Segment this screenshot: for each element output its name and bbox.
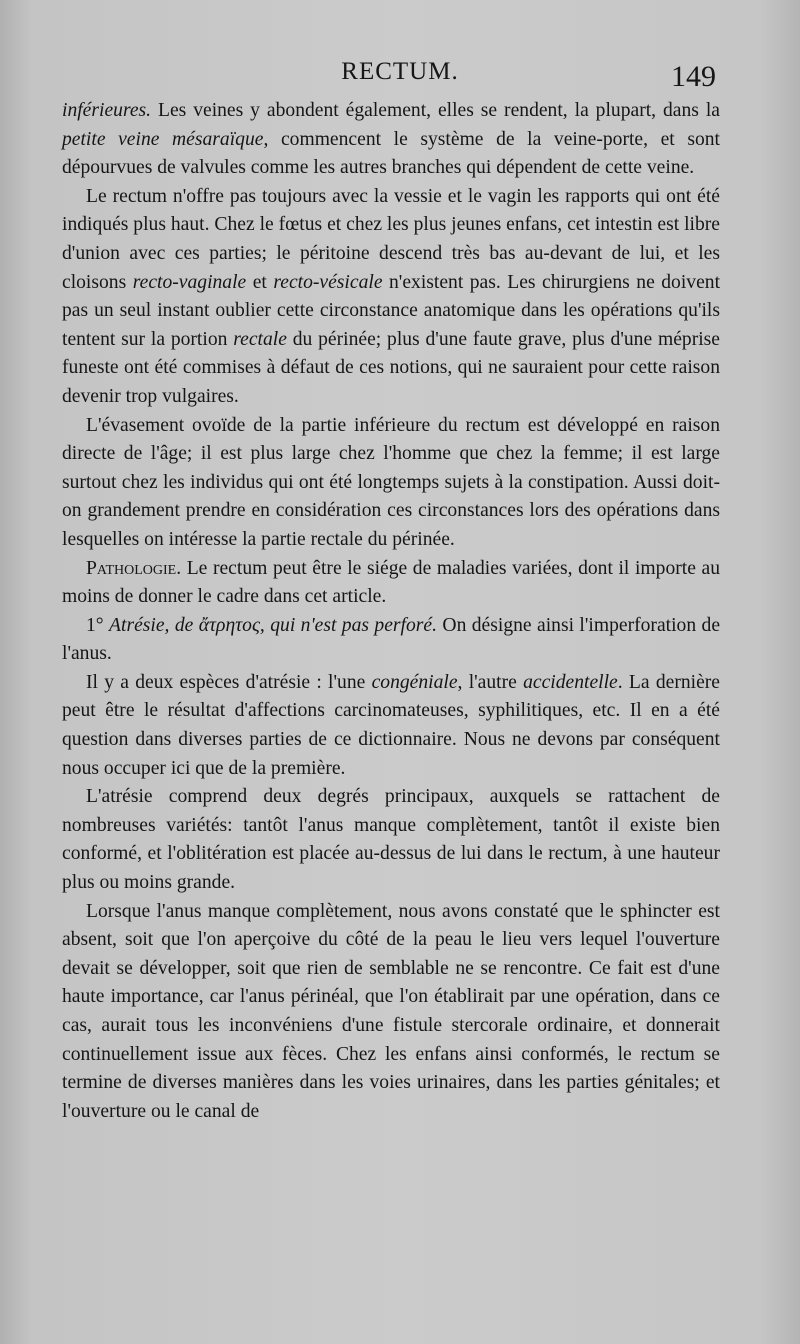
text-run: du périnée; plus d'une faute grave, plus d'une méprise funeste ont été commises à défaut de ces notions, qui ne sauraient pour cette raison devenir trop vulgaires. <box>62 328 720 407</box>
paragraph <box>62 898 720 1127</box>
text-run: , commencent le système de la veine-porte, et sont dépourvues de valvules comme les autres branches qui dépendent de cette veine. <box>62 128 720 179</box>
text-run: , l'autre <box>457 671 524 693</box>
body-text <box>62 97 720 1126</box>
italic-text: Atrésie, de ἄτρητος, qui n'est pas perforé. <box>109 614 438 636</box>
text-run: Il y a deux espèces d'atrésie : l'une <box>86 671 372 693</box>
text-run: . La dernière peut être le résultat d'affections carcinomateuses, syphilitiques, etc. Il en a été question dans diverses parties de ce dictionnaire. Nous ne devons par conséquent nous occuper ici que de la première. <box>62 671 720 779</box>
text-run: Le rectum peut être le siége de maladies variées, dont il importe au moins de donner le cadre dans cet article. <box>62 557 720 608</box>
text-run: L'atrésie comprend deux degrés principaux, auxquels se rattachent de nombreuses variétés: tantôt l'anus manque complètement, tantôt il existe bien conformé, et l'oblitération est placée au-dessus de lui dans le rectum, à une hauteur plus ou moins grande. <box>62 786 720 894</box>
running-head: RECTUM. <box>341 58 459 85</box>
text-run: 1° <box>86 614 110 636</box>
small-caps-heading: Pathologie. <box>86 557 182 579</box>
text-run: et <box>246 271 274 293</box>
paragraph <box>62 783 720 897</box>
text-run: n'existent pas. Les chirurgiens ne doivent pas un seul instant oublier cette circonstance anatomique dans les opérations qu'ils tentent sur la portion <box>62 271 721 350</box>
text-run: L'évasement ovoïde de la partie inférieure du rectum est développé en raison directe de l'âge; il est plus large chez l'homme que chez la femme; il est large surtout chez les individus qui ont été longtemps sujets à la constipation. Aussi doit-on grandement prendre en considération ces circonstances lors des opérations dans lesquelles on intéresse la partie rectale du périnée. <box>62 414 720 550</box>
paragraph <box>62 669 720 783</box>
italic-text: recto-vaginale <box>132 271 247 293</box>
text-run: Le rectum n'offre pas toujours avec la vessie et le vagin les rapports qui ont été indiqués plus haut. Chez le fœtus et chez les plus jeunes enfans, cet intestin est libre d'union avec ces parties; le péritoine descend très bas au-devant de lui, et les cloisons <box>62 185 720 293</box>
paragraph <box>62 412 720 555</box>
italic-text: rectale <box>233 328 287 350</box>
paragraph <box>62 97 720 183</box>
italic-text: recto-vésicale <box>273 271 383 293</box>
page-number: 149 <box>671 60 716 93</box>
italic-text: congéniale <box>371 671 458 693</box>
paragraph <box>62 183 720 412</box>
paragraph <box>62 555 720 612</box>
italic-text: inférieures. <box>62 100 152 121</box>
text-run: Les veines y abondent également, elles se rendent, la plupart, dans la <box>151 100 720 121</box>
italic-text: accidentelle <box>523 671 618 693</box>
text-run: On désigne ainsi l'imperforation de l'anus. <box>62 614 721 665</box>
italic-text: petite veine mésaraïque <box>62 128 264 150</box>
text-run: Lorsque l'anus manque complètement, nous avons constaté que le sphincter est absent, soit que l'on aperçoive du côté de la peau le lieu vers lequel l'ouverture devait se développer, soit que rien de semblable ne se rencontre. Ce fait est d'une haute importance, car l'anus périnéal, que l'on établirait par une opération, dans ce cas, aurait tous les inconvéniens d'une fistule stercorale ordinaire, et donnerait continuellement issue aux fèces. Chez les enfans ainsi conformés, le rectum se termine de diverses manières dans les voies urinaires, dans les parties génitales; et l'ouverture ou le canal de <box>62 900 720 1122</box>
paragraph <box>62 612 720 669</box>
page-header <box>0 58 800 98</box>
